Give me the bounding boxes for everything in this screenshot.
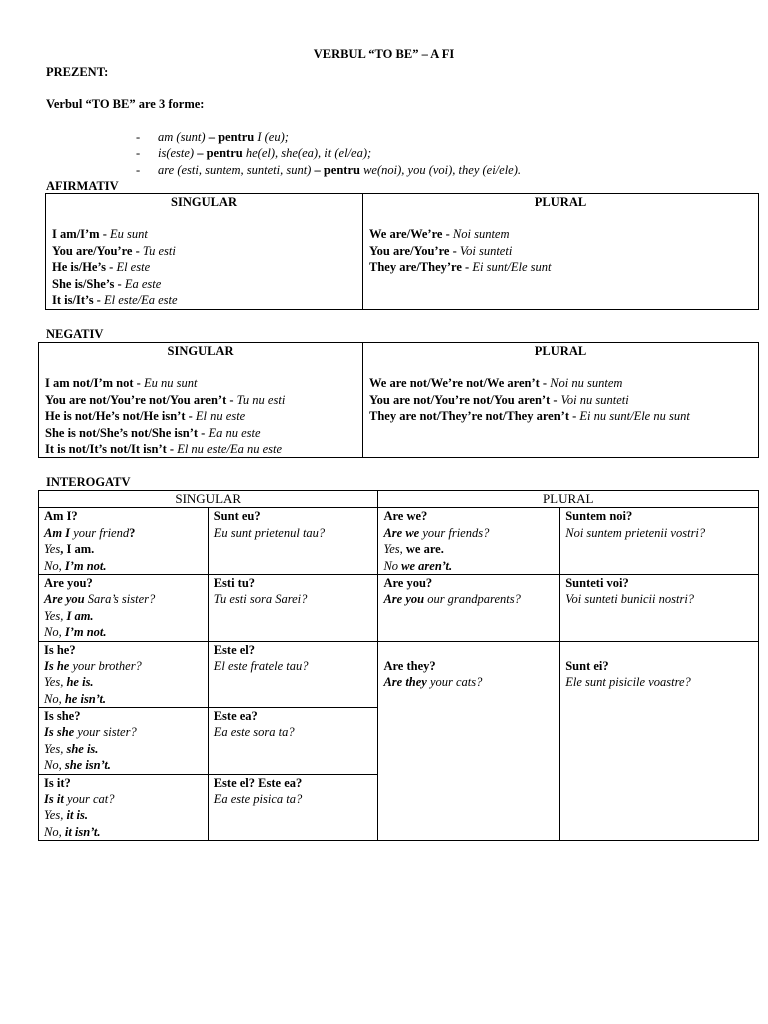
cell-line	[44, 757, 203, 773]
cell-line	[214, 791, 373, 807]
cell-line	[383, 658, 554, 674]
cell-line	[44, 708, 203, 724]
cell-line	[44, 807, 203, 823]
text-run: your cats?	[426, 674, 483, 689]
cell-line	[214, 575, 373, 591]
text-run: I’m not.	[64, 558, 107, 573]
text-run: El este fratele tau?	[213, 658, 309, 673]
romanian-translation: Ea este	[124, 276, 162, 291]
interrogative-table	[38, 490, 759, 841]
english-form: You are/You’re -	[52, 243, 143, 258]
cell-line	[44, 591, 203, 607]
negative-singular-list	[45, 375, 356, 457]
english-form: You are/You’re -	[369, 243, 460, 258]
text-run: your friends?	[419, 525, 490, 540]
cell-line	[44, 525, 203, 541]
cell-line	[383, 558, 554, 574]
conjugation-line	[45, 375, 356, 391]
text-run: Yes,	[383, 542, 406, 557]
text-run: Eu sunt prietenul tau?	[213, 525, 326, 540]
question-cell-en	[378, 574, 560, 641]
conjugation-line	[52, 276, 356, 292]
text-run: your brother?	[69, 658, 142, 673]
romanian-translation: El nu este	[195, 409, 246, 424]
question-cell-ro	[560, 574, 759, 641]
text-run: he isn’t.	[64, 691, 107, 706]
cell-line	[383, 575, 554, 591]
question-cell-en	[39, 574, 209, 641]
negative-label: NEGATIV	[46, 327, 104, 341]
english-form: She is not/She’s not/She isn’t -	[45, 425, 209, 440]
question-cell-en	[39, 774, 209, 841]
question-cell-ro	[560, 641, 759, 841]
page-title: VERBUL “TO BE” – A FI	[313, 47, 455, 61]
romanian-translation: Eu nu sunt	[143, 376, 198, 391]
conjugation-line	[369, 392, 752, 408]
affirmative-plural-cell	[363, 194, 759, 310]
conjugation-line	[52, 292, 356, 308]
question-cell-ro	[208, 774, 378, 841]
conjugation-line	[369, 243, 752, 259]
text-run: Yes,	[44, 675, 67, 690]
romanian-translation: El este	[116, 260, 151, 275]
negative-plural-list	[369, 375, 752, 424]
text-run: Are you	[44, 592, 85, 607]
text-run: am (sunt)	[158, 130, 206, 144]
text-run: I’m not.	[64, 625, 107, 640]
cell-line	[565, 674, 753, 690]
cell-line	[44, 575, 203, 591]
cell-line	[214, 658, 373, 674]
cell-line	[44, 674, 203, 690]
text-run: Yes,	[44, 808, 67, 823]
cell-line	[44, 824, 203, 840]
text-run: Are they	[383, 674, 427, 689]
romanian-translation: Ei nu sunt/Ele nu sunt	[579, 409, 690, 424]
cell-line	[214, 642, 373, 658]
text-run: our grandparents?	[424, 592, 521, 607]
cell-line	[383, 508, 554, 524]
text-run: No,	[44, 558, 65, 573]
question-cell-en	[378, 508, 560, 575]
text-run: he(el), she(ea), it (el/ea);	[245, 146, 372, 161]
text-run: No,	[44, 691, 65, 706]
text-run: Are we	[383, 525, 420, 540]
text-run: Is it?	[44, 775, 71, 790]
romanian-translation: Ei sunt/Ele sunt	[472, 260, 552, 275]
cell-line	[565, 658, 753, 674]
text-run: Is he?	[44, 642, 76, 657]
english-form: I am/I’m -	[52, 227, 110, 242]
text-run: Voi sunteti bunicii nostri?	[565, 592, 695, 607]
form-item	[136, 129, 521, 145]
cell-line	[383, 591, 554, 607]
text-run: Este ea?	[213, 709, 258, 724]
romanian-translation: Tu esti	[142, 243, 176, 258]
forms-list	[136, 129, 521, 178]
affirmative-plural-list	[369, 226, 752, 275]
text-run: Este el? Este ea?	[213, 775, 303, 790]
cell-line	[565, 591, 753, 607]
text-run: , I am.	[60, 542, 95, 557]
text-run: Are you	[383, 592, 425, 607]
conjugation-line	[369, 408, 752, 424]
text-run: Sunt eu?	[213, 509, 261, 524]
text-run: Suntem noi?	[565, 509, 633, 524]
cell-line	[44, 642, 203, 658]
singular-header: SINGULAR	[171, 195, 237, 209]
text-run: she isn’t.	[64, 758, 111, 773]
english-form: We are/We’re -	[369, 227, 453, 242]
text-run: Sara’s sister?	[84, 592, 156, 607]
text-run: Are you?	[44, 575, 93, 590]
text-run: No,	[44, 625, 65, 640]
text-run: is(este)	[158, 146, 195, 161]
conjugation-line	[52, 226, 356, 242]
conjugation-line	[45, 408, 356, 424]
text-run: we are.	[405, 542, 444, 557]
text-run: – pentru	[311, 162, 364, 177]
question-cell-en	[39, 508, 209, 575]
english-form: You are not/You’re not/You aren’t -	[369, 392, 561, 407]
text-run: Is he	[44, 658, 70, 673]
cell-line	[44, 608, 203, 624]
text-run: it isn’t.	[64, 824, 101, 839]
question-cell-ro	[208, 508, 378, 575]
cell-line	[214, 525, 373, 541]
conjugation-line	[45, 441, 356, 457]
cell-line	[44, 541, 203, 557]
english-form: They are not/They’re not/They aren’t -	[369, 409, 580, 424]
english-form: He is/He’s -	[52, 260, 117, 275]
text-run: – pentru	[205, 130, 258, 144]
text-run: your friend	[70, 525, 130, 540]
text-run: are (esti, suntem, sunteti, sunt)	[158, 162, 312, 177]
affirmative-singular-cell	[46, 194, 363, 310]
text-run: your sister?	[74, 725, 137, 740]
romanian-translation: Tu nu esti	[236, 392, 286, 407]
romanian-translation: Noi nu suntem	[550, 376, 623, 391]
plural-header: PLURAL	[534, 344, 587, 358]
text-run: Is she?	[44, 709, 81, 724]
cell-line	[44, 508, 203, 524]
english-form: It is not/It’s not/It isn’t -	[45, 441, 178, 456]
text-run: Sunt ei?	[565, 658, 609, 673]
text-run: your cat?	[63, 792, 115, 807]
cell-line	[214, 775, 373, 791]
text-run: I (eu);	[257, 130, 289, 144]
text-run: Ele sunt pisicile voastre?	[565, 674, 691, 689]
english-form: He is not/He’s not/He isn’t -	[45, 409, 196, 424]
text-run: Este el?	[213, 642, 256, 657]
cell-line	[44, 741, 203, 757]
text-run: ?	[129, 525, 136, 540]
intro-text: Verbul “TO BE” are 3 forme:	[46, 97, 205, 111]
cell-line	[44, 691, 203, 707]
cell-line	[214, 724, 373, 740]
cell-line	[44, 624, 203, 640]
romanian-translation: Voi sunteti	[459, 243, 513, 258]
conjugation-line	[369, 259, 752, 275]
romanian-translation: Eu sunt	[109, 227, 148, 242]
text-run: No	[383, 558, 402, 573]
text-run: No,	[44, 758, 65, 773]
romanian-translation: Ea nu este	[208, 425, 261, 440]
text-run: – pentru	[194, 146, 246, 161]
negative-plural-cell	[363, 343, 759, 458]
english-form: She is/She’s -	[52, 276, 125, 291]
text-run: I am.	[66, 608, 94, 623]
interrogative-label: INTEROGATV	[46, 475, 131, 489]
cell-line	[565, 525, 753, 541]
english-form: We are not/We’re not/We aren’t -	[369, 376, 551, 391]
english-form: You are not/You’re not/You aren’t -	[45, 392, 237, 407]
text-run: it is.	[66, 808, 89, 823]
text-run: Are we?	[383, 509, 428, 524]
cell-line	[44, 558, 203, 574]
form-item	[136, 145, 521, 161]
conjugation-line	[52, 243, 356, 259]
question-cell-ro	[208, 641, 378, 708]
singular-header: SINGULAR	[39, 491, 378, 508]
cell-line	[44, 775, 203, 791]
text-run: Is she	[44, 725, 75, 740]
text-run: Yes	[44, 542, 61, 557]
text-run: Noi suntem prietenii vostri?	[565, 525, 706, 540]
text-run: Is it	[44, 792, 64, 807]
english-form: They are/They’re -	[369, 260, 473, 275]
question-cell-en	[39, 708, 209, 775]
conjugation-line	[369, 375, 752, 391]
text-run: Sunteti voi?	[565, 575, 629, 590]
romanian-translation: Voi nu sunteti	[560, 392, 629, 407]
plural-header: PLURAL	[534, 195, 587, 209]
text-run: Am I	[44, 525, 71, 540]
text-run: Esti tu?	[213, 575, 256, 590]
affirmative-table	[45, 193, 759, 310]
text-run: we aren’t.	[401, 558, 453, 573]
affirmative-singular-list	[52, 226, 356, 308]
romanian-translation: El este/Ea este	[103, 292, 178, 307]
cell-line	[565, 575, 753, 591]
text-run: Yes,	[44, 608, 67, 623]
romanian-translation: El nu este/Ea nu este	[177, 441, 283, 456]
question-cell-ro	[560, 508, 759, 575]
cell-line	[214, 508, 373, 524]
cell-line	[44, 658, 203, 674]
negative-singular-cell	[39, 343, 363, 458]
cell-line	[44, 724, 203, 740]
cell-line	[44, 791, 203, 807]
cell-line	[383, 541, 554, 557]
singular-header: SINGULAR	[167, 344, 234, 358]
conjugation-line	[369, 226, 752, 242]
text-run: she is.	[66, 741, 99, 756]
conjugation-line	[45, 425, 356, 441]
cell-line	[383, 674, 554, 690]
conjugation-line	[45, 392, 356, 408]
question-cell-ro	[208, 708, 378, 775]
affirmative-label: AFIRMATIV	[46, 179, 119, 193]
question-cell-en	[39, 641, 209, 708]
text-run: Am I?	[44, 509, 78, 524]
text-run: Yes,	[44, 741, 67, 756]
cell-line	[565, 508, 753, 524]
plural-header: PLURAL	[378, 491, 759, 508]
question-cell-en	[378, 641, 560, 841]
cell-line	[214, 708, 373, 724]
romanian-translation: Noi suntem	[452, 227, 510, 242]
text-run: No,	[44, 824, 65, 839]
conjugation-line	[52, 259, 356, 275]
text-run: Ea este pisica ta?	[213, 792, 303, 807]
text-run: Tu esti sora Sarei?	[213, 592, 308, 607]
text-run: Ea este sora ta?	[213, 725, 295, 740]
form-item	[136, 162, 521, 178]
text-run: Are they?	[383, 658, 436, 673]
english-form: I am not/I’m not -	[45, 376, 144, 391]
cell-line	[383, 525, 554, 541]
text-run: we(noi), you (voi), they (ei/ele).	[363, 162, 522, 177]
text-run: Are you?	[383, 575, 433, 590]
text-run: he is.	[66, 675, 94, 690]
english-form: It is/It’s -	[52, 292, 104, 307]
section-present-label: PREZENT:	[46, 65, 109, 79]
negative-table	[38, 342, 759, 458]
question-cell-ro	[208, 574, 378, 641]
cell-line	[214, 591, 373, 607]
